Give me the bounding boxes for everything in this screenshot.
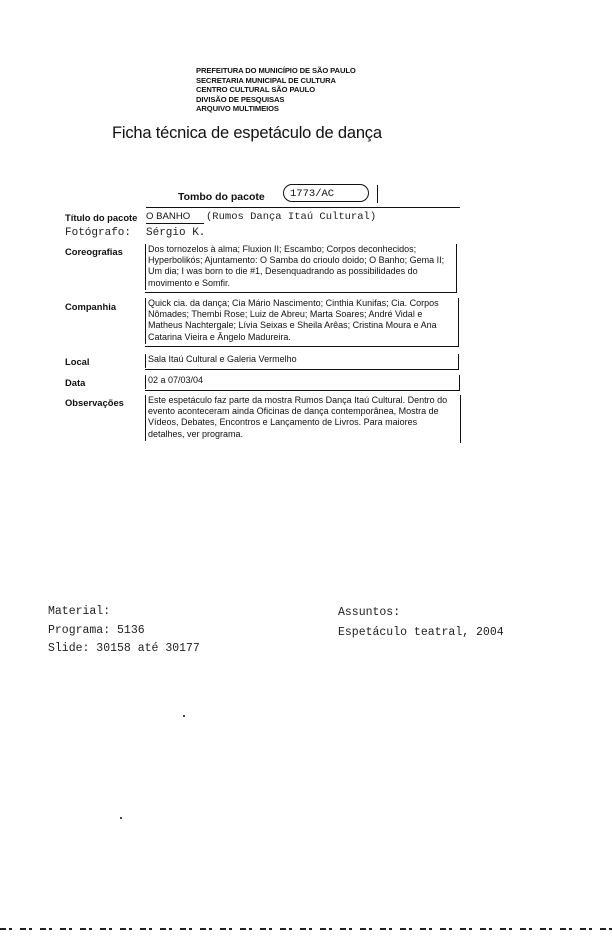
observacoes-label: Observações: [65, 397, 124, 408]
tombo-value: 1773/AC: [283, 184, 369, 202]
box-bottom: [145, 369, 459, 370]
coreografias-label: Coreografias: [65, 246, 123, 257]
assuntos-label: Assuntos:: [338, 606, 401, 619]
material-label: Material:: [48, 605, 111, 618]
data-value: 02 a 07/03/04: [145, 375, 448, 389]
slide-text: Slide: 30158 até 30177: [48, 642, 200, 655]
observacoes-value: Este espetáculo faz parte da mostra Rumos Dança Itaú Cultural. Dentro do evento aconteceram ainda Oficinas de dança contemporânea, Mostra de Vídeos, Debates, Encontros e Lançamento de Livros. Para maiores detalhes, ver programa.: [145, 395, 448, 441]
header-line: CENTRO CULTURAL SÃO PAULO: [196, 85, 315, 95]
box-edge: [458, 298, 459, 346]
box-edge: [460, 395, 461, 443]
header-line: DIVISÃO DE PESQUISAS: [196, 94, 285, 104]
titulo-handwritten: (Rumos Dança Itaú Cultural): [206, 211, 377, 223]
titulo-value: O BANHO: [146, 211, 191, 222]
local-value: Sala Itaú Cultural e Galeria Vermelho: [145, 354, 448, 368]
assuntos-value: Espetáculo teatral, 2004: [338, 626, 504, 639]
data-label: Data: [65, 377, 86, 388]
header-line: ARQUIVO MULTIMEIOS: [196, 104, 279, 114]
scan-speck: [183, 715, 185, 717]
box-edge: [458, 354, 459, 369]
scan-edge: [0, 928, 612, 930]
document-title: Ficha técnica de espetáculo de dança: [112, 124, 382, 142]
scan-speck: [120, 817, 122, 819]
fotografo-label: Fotógrafo:: [65, 227, 132, 239]
fotografo-value: Sérgio K.: [146, 227, 206, 239]
programa-text: Programa: 5136: [48, 624, 145, 637]
tombo-label: Tombo do pacote: [178, 191, 265, 203]
institution-header: [196, 66, 356, 114]
companhia-value: Quick cia. da dança; Cia Mário Nascimento; Cinthia Kunifas; Cia. Corpos Nômades; Thembi Rose; Luiz de Abreu; Marta Soares; André Vidal e Matheus Nachtergale; Lívia Seixas e Sheila Arêas; Cristina Moura e Ana Catarina Vieira e Ângelo Madureira.: [145, 298, 454, 344]
box-bottom: [145, 292, 457, 293]
header-line: PREFEITURA DO MUNICÍPIO DE SÃO PAULO: [196, 66, 356, 75]
header-line: SECRETARIA MUNICIPAL DE CULTURA: [196, 75, 336, 85]
box-bottom: [145, 390, 460, 391]
local-label: Local: [65, 356, 90, 367]
divider: [146, 207, 460, 208]
box-edge: [456, 244, 457, 292]
coreografias-value: Dos tornozelos à alma; Fluxion II; Escambo; Corpos deconhecidos; Hyperbolikós; Ajuntamento: O Samba do crioulo doido; O Banho; Gema II; Um dia; I was born to die #1, Desenquadrando as possibilidades do movimento e Somfir.: [145, 244, 448, 290]
box-edge: [459, 375, 460, 390]
companhia-label: Companhia: [65, 301, 117, 312]
underline: [146, 223, 204, 224]
box-bottom: [145, 346, 459, 347]
titulo-label: Título do pacote: [65, 212, 138, 223]
tombo-mark: [377, 185, 378, 203]
